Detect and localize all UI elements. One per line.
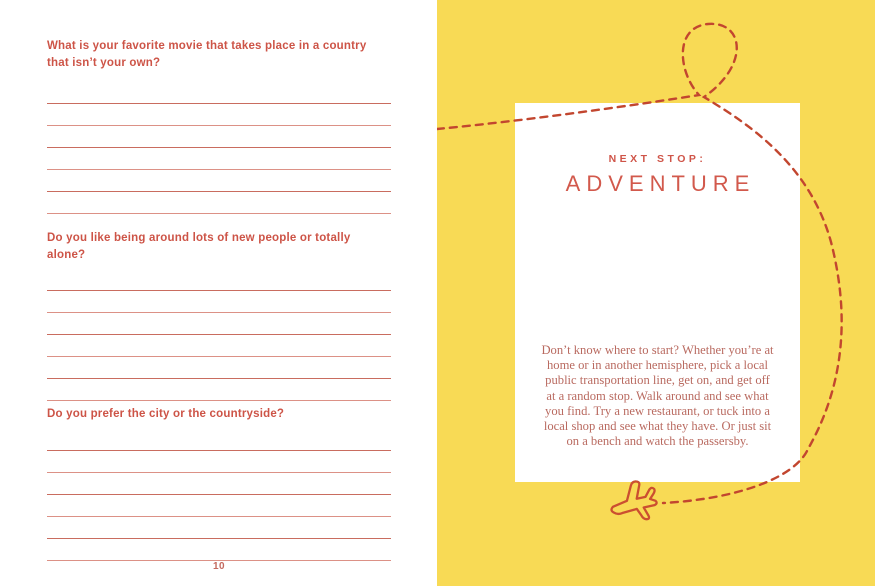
answer-line	[47, 269, 391, 291]
left-page	[0, 0, 437, 586]
answer-line	[47, 379, 391, 401]
answer-lines	[47, 269, 391, 401]
answer-line	[47, 126, 391, 148]
answer-lines	[47, 429, 391, 561]
answer-line	[47, 104, 391, 126]
answer-line	[47, 148, 391, 170]
adventure-card	[515, 103, 800, 482]
answer-line	[47, 313, 391, 335]
question-text: What is your favorite movie that takes place in a country that isn’t your own?	[47, 40, 367, 69]
answer-lines	[47, 82, 391, 214]
airplane-doodle-icon	[607, 478, 660, 526]
answer-line	[47, 82, 391, 104]
answer-line	[47, 473, 391, 495]
answer-line	[47, 451, 391, 473]
right-page	[437, 0, 875, 586]
question-block-movie	[47, 38, 391, 214]
question-text: Do you prefer the city or the countryside?	[47, 408, 285, 420]
card-title: ADVENTURE	[565, 171, 756, 196]
question-block-people	[47, 230, 391, 401]
answer-line	[47, 335, 391, 357]
answer-line	[47, 429, 391, 451]
question-block-city	[47, 406, 391, 561]
answer-line	[47, 539, 391, 561]
answer-line	[47, 170, 391, 192]
card-eyebrow: NEXT STOP:	[608, 153, 707, 165]
card-body: Don’t know where to start? Whether you’re at home or in another hemisphere, pick a local public transportation line, get on, and get off at a random stop. Walk around and see what you find. Try a new restaurant, or tuck into a local shop and see what they have. Or just sit on a bench and watch the passersby.	[541, 343, 774, 449]
answer-line	[47, 495, 391, 517]
page-number: 10	[212, 561, 226, 572]
answer-line	[47, 517, 391, 539]
question-text: Do you like being around lots of new people or totally alone?	[47, 232, 351, 261]
answer-line	[47, 357, 391, 379]
answer-line	[47, 192, 391, 214]
answer-line	[47, 291, 391, 313]
